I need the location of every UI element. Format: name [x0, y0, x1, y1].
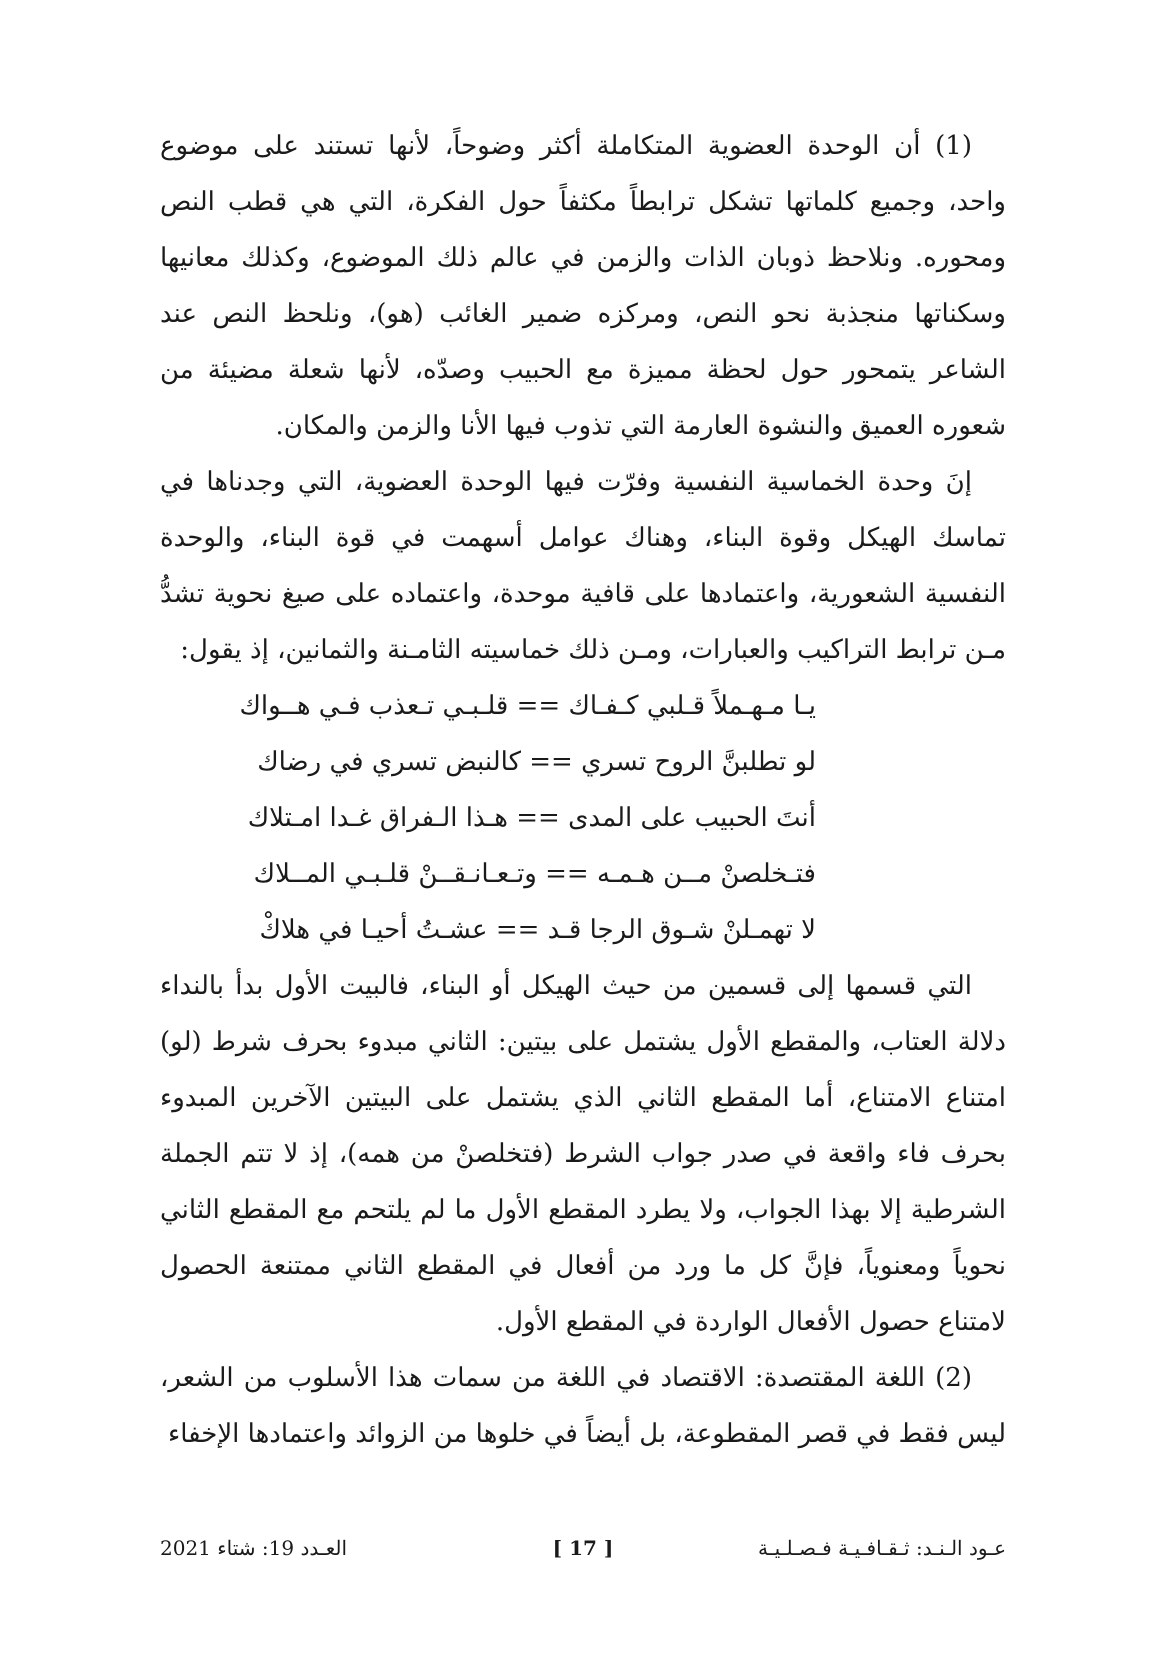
footer-issue: العـدد 19: شتاء 2021 [160, 1536, 348, 1560]
paragraph-poem-analysis: التي قسمها إلى قسمين من حيث الهيكل أو البناء، فالبيت الأول بدأ بالنداء دلالة العتاب، والمقطع الأول يشتمل على بيتين: الثاني مبدوء بحرف شرط (لو) امتناع الامتناع، أما المقطع الثاني الذي يشتمل على البيتين الآخرين المبدوء بحرف فاء واقعة في صدر جواب الشرط (فتخلصنْ من همه)، إذ لا تتم الجملة الشرطية إلا بهذا الجواب، ولا يطرد المقطع الأول ما لم يلتحم مع المقطع الثاني نحوياً ومعنوياً، فإنَّ كل ما ورد من أفعال في المقطع الثاني ممتنعة الحصول لامتناع حصول الأفعال الواردة في المقطع الأول. [160, 971, 1006, 1337]
footer-page-number: [ 17 ] [552, 1536, 614, 1560]
poem-verse: يـا مـهـملاً قـلبي كـفـاك == قلـبـي تـعذب فـي هــواك [239, 691, 816, 721]
poem-verse: أنتَ الحبيب على المدى == هـذا الـفراق غـدا امـتلاك [247, 803, 816, 833]
poem-verse: لو تطلبنَّ الروح تسري == كالنبض تسري في رضاك [257, 747, 816, 777]
paragraph-psychological-unity: إنَ وحدة الخماسية النفسية وفرّت فيها الوحدة العضوية، التي وجدناها في تماسك الهيكل وقوة البناء، وهناك عوامل أسهمت في قوة البناء، والوحدة النفسية الشعورية، واعتمادها على قافية موحدة، واعتماده على صيغ نحوية تشدُّ مـن ترابط التراكيب والعبارات، ومـن ذلك خماسيته الثامـنة والثمانين، إذ يقول: [160, 467, 1006, 665]
page-body [160, 118, 1006, 1462]
poem-verse: فتـخلصنْ مــن هـمـه == وتـعـانـقــنْ قلـبـي المــلاك [253, 859, 816, 889]
poem-block [160, 678, 1006, 958]
footer-journal-name: عـود الـنـد: ثـقـافـيـة فـصـلـيـة [758, 1536, 1006, 1560]
poem-verse: لا تهمـلنْ شـوق الرجا قـد == عشـتُ أحيـا في هلاكْ [259, 915, 816, 945]
paragraph-economical-language: (2) اللغة المقتصدة: الاقتصاد في اللغة من سمات هذا الأسلوب من الشعر، ليس فقط في قصر المقطوعة، بل أيضاً في خلوها من الزوائد واعتمادها الإخفاء [160, 1363, 1006, 1449]
paragraph-organic-unity: (1) أن الوحدة العضوية المتكاملة أكثر وضوحاً، لأنها تستند على موضوع واحد، وجميع كلماتها تشكل ترابطاً مكثفاً حول الفكرة، التي هي قطب النص ومحوره. ونلاحظ ذوبان الذات والزمن في عالم ذلك الموضوع، وكذلك معانيها وسكناتها منجذبة نحو النص، ومركزه ضمير الغائب (هو)، ونلحظ النص عند الشاعر يتمحور حول لحظة مميزة مع الحبيب وصدّه، لأنها شعلة مضيئة من شعوره العميق والنشوة العارمة التي تذوب فيها الأنا والزمن والمكان. [160, 131, 1006, 441]
page-footer [160, 1528, 1006, 1568]
